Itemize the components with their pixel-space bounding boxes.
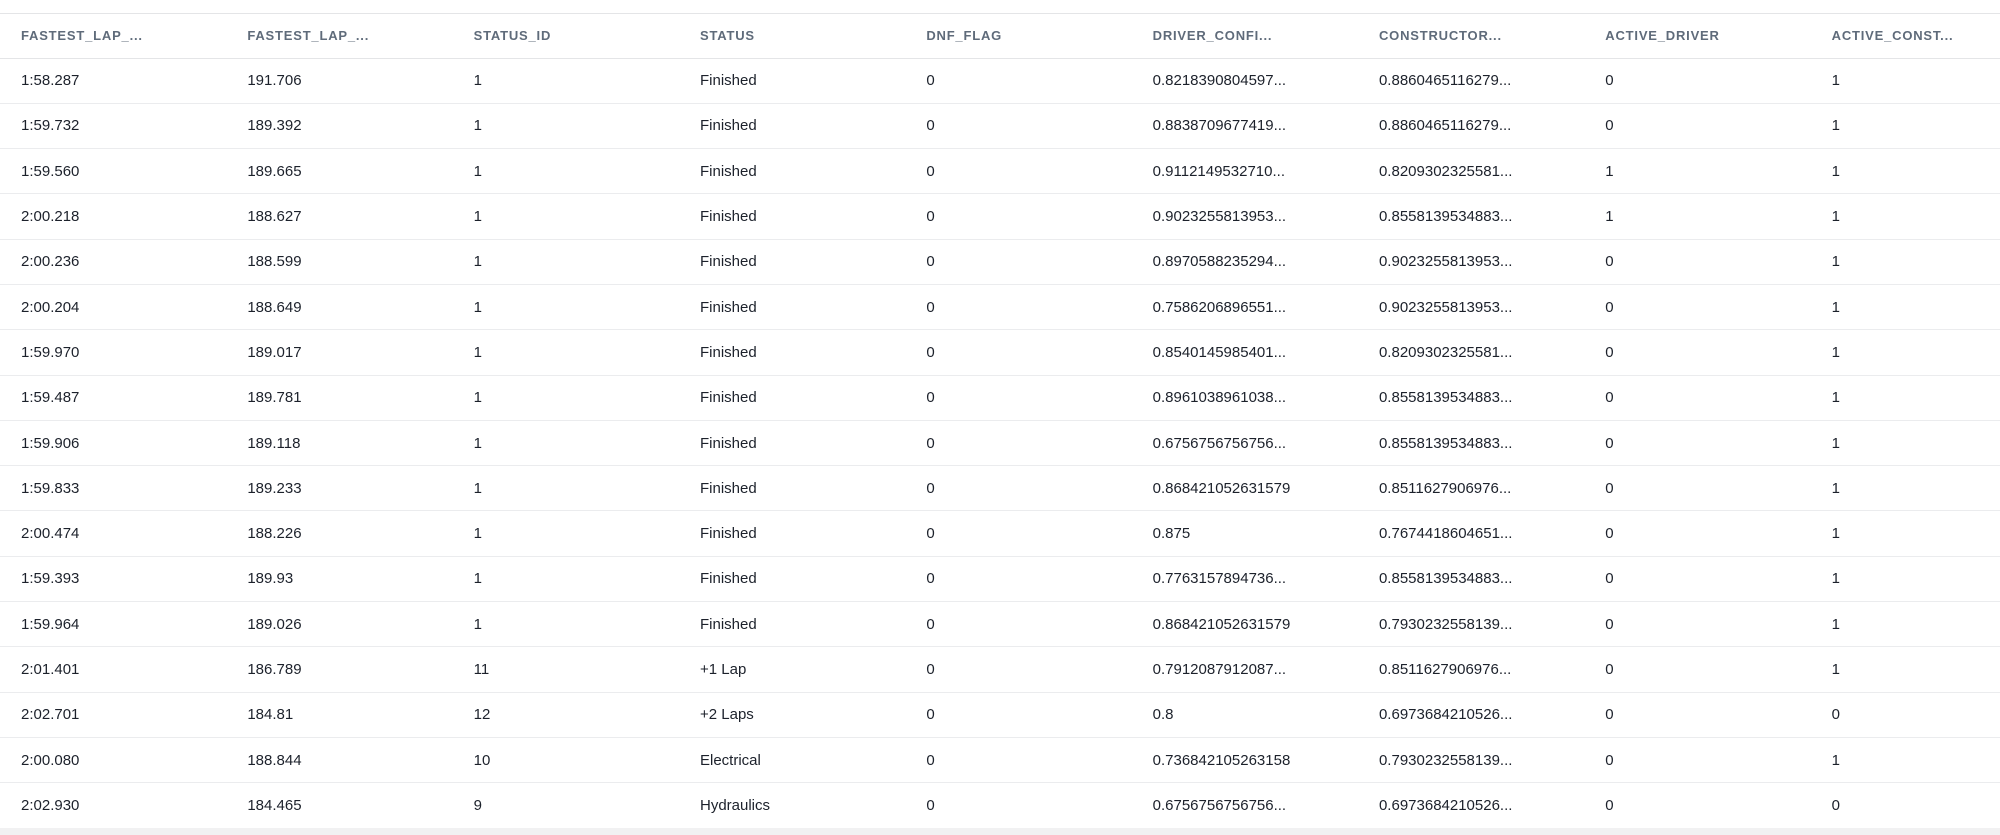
table-cell[interactable]: Hydraulics xyxy=(679,783,905,828)
table-cell[interactable]: 0.8209302325581... xyxy=(1358,149,1584,194)
column-header[interactable]: FASTEST_LAP_... xyxy=(0,14,226,58)
table-cell[interactable]: 0 xyxy=(905,149,1131,194)
horizontal-scrollbar[interactable] xyxy=(0,828,2000,835)
table-cell[interactable]: 0 xyxy=(1584,647,1810,692)
table-row xyxy=(0,783,2000,828)
table-cell[interactable]: 188.844 xyxy=(226,737,452,782)
table-cell[interactable]: 0.736842105263158 xyxy=(1132,737,1358,782)
table-cell[interactable]: 10 xyxy=(453,737,679,782)
table-cell[interactable]: 1:59.970 xyxy=(0,330,226,375)
column-header[interactable]: ACTIVE_CONST... xyxy=(1811,14,2000,58)
table-cell[interactable]: 0 xyxy=(1584,602,1810,647)
table-cell[interactable]: 1 xyxy=(453,420,679,465)
table-cell[interactable]: 0.6973684210526... xyxy=(1358,783,1584,828)
table-row xyxy=(0,466,2000,511)
table-cell[interactable]: 0 xyxy=(1584,58,1810,103)
table-cell[interactable]: 0.868421052631579 xyxy=(1132,466,1358,511)
column-header[interactable]: DRIVER_CONFI... xyxy=(1132,14,1358,58)
table-cell[interactable]: 1 xyxy=(1584,149,1810,194)
table-cell[interactable]: 12 xyxy=(453,692,679,737)
table-cell[interactable]: 0.7586206896551... xyxy=(1132,284,1358,329)
table-cell[interactable]: 0.7763157894736... xyxy=(1132,556,1358,601)
table-cell[interactable]: 0.8511627906976... xyxy=(1358,647,1584,692)
table-cell[interactable]: 0 xyxy=(1584,420,1810,465)
table-cell[interactable]: 0.8540145985401... xyxy=(1132,330,1358,375)
table-cell[interactable]: 0 xyxy=(1584,284,1810,329)
table-row xyxy=(0,284,2000,329)
table-cell[interactable]: 188.627 xyxy=(226,194,452,239)
table-cell[interactable]: 1 xyxy=(453,149,679,194)
table-cell[interactable]: 1 xyxy=(453,511,679,556)
table-row xyxy=(0,420,2000,465)
table-row xyxy=(0,556,2000,601)
table-top-edge xyxy=(0,0,2000,14)
column-header[interactable]: CONSTRUCTOR... xyxy=(1358,14,1584,58)
table-cell[interactable]: 189.665 xyxy=(226,149,452,194)
table-cell[interactable]: 1 xyxy=(1811,375,2000,420)
table-cell[interactable]: 1 xyxy=(1811,330,2000,375)
table-cell[interactable]: +2 Laps xyxy=(679,692,905,737)
column-header[interactable]: STATUS xyxy=(679,14,905,58)
table-cell[interactable]: 0.6756756756756... xyxy=(1132,783,1358,828)
table-cell[interactable]: 0 xyxy=(905,466,1131,511)
table-cell[interactable]: 1 xyxy=(1811,737,2000,782)
table-row xyxy=(0,737,2000,782)
table-cell[interactable]: 0.8511627906976... xyxy=(1358,466,1584,511)
column-header[interactable]: STATUS_ID xyxy=(453,14,679,58)
table-cell[interactable]: 0.8209302325581... xyxy=(1358,330,1584,375)
table-cell[interactable]: 0 xyxy=(905,602,1131,647)
table-cell[interactable]: 1 xyxy=(453,375,679,420)
table-cell[interactable]: 0 xyxy=(1584,737,1810,782)
table-cell[interactable]: 184.81 xyxy=(226,692,452,737)
header-row xyxy=(0,14,2000,58)
table-cell[interactable]: 1:59.906 xyxy=(0,420,226,465)
table-cell[interactable]: 0 xyxy=(905,647,1131,692)
table-cell[interactable]: 1 xyxy=(1811,647,2000,692)
table-cell[interactable]: 0 xyxy=(1584,556,1810,601)
table-row xyxy=(0,330,2000,375)
table-cell[interactable]: 189.026 xyxy=(226,602,452,647)
table-cell[interactable]: 0 xyxy=(905,239,1131,284)
table-cell[interactable]: 0.8558139534883... xyxy=(1358,556,1584,601)
table-cell[interactable]: Finished xyxy=(679,556,905,601)
table-cell[interactable]: 0 xyxy=(1584,783,1810,828)
table-cell[interactable]: 0.8558139534883... xyxy=(1358,375,1584,420)
table-cell[interactable]: 189.017 xyxy=(226,330,452,375)
table-cell[interactable]: 1 xyxy=(1811,602,2000,647)
table-cell[interactable]: 1 xyxy=(453,284,679,329)
table-cell[interactable]: Finished xyxy=(679,103,905,148)
table-cell[interactable]: 1:59.393 xyxy=(0,556,226,601)
table-cell[interactable]: 1:59.732 xyxy=(0,103,226,148)
table-cell[interactable]: 189.118 xyxy=(226,420,452,465)
table-cell[interactable]: 0 xyxy=(905,511,1131,556)
table-cell[interactable]: 186.789 xyxy=(226,647,452,692)
table-cell[interactable]: 0.8860465116279... xyxy=(1358,58,1584,103)
table-row xyxy=(0,692,2000,737)
table-cell[interactable]: 1 xyxy=(1811,466,2000,511)
table-cell[interactable]: Finished xyxy=(679,466,905,511)
table-cell[interactable]: 189.781 xyxy=(226,375,452,420)
table-cell[interactable]: 189.93 xyxy=(226,556,452,601)
table-row xyxy=(0,647,2000,692)
table-cell[interactable]: 0.8558139534883... xyxy=(1358,194,1584,239)
table-cell[interactable]: 0 xyxy=(905,284,1131,329)
column-header[interactable]: DNF_FLAG xyxy=(905,14,1131,58)
table-cell[interactable]: Finished xyxy=(679,284,905,329)
table-cell[interactable]: 1 xyxy=(1811,284,2000,329)
table-cell[interactable]: 0 xyxy=(905,330,1131,375)
table-cell[interactable]: 0 xyxy=(905,58,1131,103)
table-cell[interactable]: 0.7930232558139... xyxy=(1358,602,1584,647)
table-cell[interactable]: 0.7912087912087... xyxy=(1132,647,1358,692)
table-cell[interactable]: 1 xyxy=(453,556,679,601)
table-cell[interactable]: 0.8838709677419... xyxy=(1132,103,1358,148)
table-cell[interactable]: Finished xyxy=(679,511,905,556)
table-cell[interactable]: 1 xyxy=(1811,103,2000,148)
table-cell[interactable]: 1 xyxy=(453,194,679,239)
table-cell[interactable]: 2:00.204 xyxy=(0,284,226,329)
table-header xyxy=(0,14,2000,58)
table-row xyxy=(0,511,2000,556)
table-cell[interactable]: 0.9023255813953... xyxy=(1132,194,1358,239)
table-cell[interactable]: 0.9023255813953... xyxy=(1358,284,1584,329)
table-cell[interactable]: 0 xyxy=(905,556,1131,601)
table-cell[interactable]: 191.706 xyxy=(226,58,452,103)
table-cell[interactable]: 1 xyxy=(453,58,679,103)
table-cell[interactable]: Finished xyxy=(679,602,905,647)
table-cell[interactable]: 1 xyxy=(453,330,679,375)
table-cell[interactable]: 1 xyxy=(453,602,679,647)
table-row xyxy=(0,602,2000,647)
table-row xyxy=(0,103,2000,148)
table-cell[interactable]: 189.392 xyxy=(226,103,452,148)
table-cell[interactable]: 189.233 xyxy=(226,466,452,511)
table-row xyxy=(0,149,2000,194)
table-cell[interactable]: 0 xyxy=(905,375,1131,420)
table-cell[interactable]: 2:01.401 xyxy=(0,647,226,692)
table-cell[interactable]: 0.9023255813953... xyxy=(1358,239,1584,284)
table-cell[interactable]: 2:00.236 xyxy=(0,239,226,284)
table-cell[interactable]: 0 xyxy=(905,737,1131,782)
table-cell[interactable]: 0 xyxy=(1811,783,2000,828)
table-cell[interactable]: 0 xyxy=(905,783,1131,828)
table-cell[interactable]: Finished xyxy=(679,375,905,420)
table-cell[interactable]: 2:02.701 xyxy=(0,692,226,737)
table-cell[interactable]: Finished xyxy=(679,194,905,239)
table-cell[interactable]: Finished xyxy=(679,330,905,375)
table-cell[interactable]: 0.875 xyxy=(1132,511,1358,556)
table-cell[interactable]: 1 xyxy=(1811,239,2000,284)
table-cell[interactable]: 0.8970588235294... xyxy=(1132,239,1358,284)
table-cell[interactable]: 0.8558139534883... xyxy=(1358,420,1584,465)
table-cell[interactable]: 0 xyxy=(905,692,1131,737)
table-cell[interactable]: 1:59.560 xyxy=(0,149,226,194)
table-cell[interactable]: 2:00.474 xyxy=(0,511,226,556)
table-cell[interactable]: 11 xyxy=(453,647,679,692)
table-cell[interactable]: 1 xyxy=(453,239,679,284)
table-cell[interactable]: 2:02.930 xyxy=(0,783,226,828)
table-cell[interactable]: 0.6973684210526... xyxy=(1358,692,1584,737)
table-cell[interactable]: 2:00.218 xyxy=(0,194,226,239)
table-body xyxy=(0,58,2000,828)
table-cell[interactable]: 0 xyxy=(1584,103,1810,148)
table-cell[interactable]: 0.8961038961038... xyxy=(1132,375,1358,420)
table-cell[interactable]: 1 xyxy=(1811,149,2000,194)
table-cell[interactable]: 0.868421052631579 xyxy=(1132,602,1358,647)
table-cell[interactable]: 9 xyxy=(453,783,679,828)
column-header[interactable]: ACTIVE_DRIVER xyxy=(1584,14,1810,58)
table-cell[interactable]: 0 xyxy=(905,420,1131,465)
table-cell[interactable]: 188.599 xyxy=(226,239,452,284)
table-cell[interactable]: 0 xyxy=(905,103,1131,148)
table-cell[interactable]: 1 xyxy=(453,466,679,511)
table-cell[interactable]: 0 xyxy=(1584,466,1810,511)
table-cell[interactable]: 1 xyxy=(1811,194,2000,239)
table-cell[interactable]: 1 xyxy=(1584,194,1810,239)
table-row xyxy=(0,375,2000,420)
data-table xyxy=(0,14,2000,829)
table-cell[interactable]: 0.7930232558139... xyxy=(1358,737,1584,782)
table-cell[interactable]: 0 xyxy=(1584,239,1810,284)
table-cell[interactable]: 1:58.287 xyxy=(0,58,226,103)
table-cell[interactable]: 0.7674418604651... xyxy=(1358,511,1584,556)
table-cell[interactable]: 0 xyxy=(1584,692,1810,737)
table-cell[interactable]: 0 xyxy=(1584,330,1810,375)
table-cell[interactable]: 1 xyxy=(453,103,679,148)
table-cell[interactable]: 1:59.964 xyxy=(0,602,226,647)
table-row xyxy=(0,58,2000,103)
table-cell[interactable]: Electrical xyxy=(679,737,905,782)
table-cell[interactable]: 1 xyxy=(1811,420,2000,465)
table-cell[interactable]: 0 xyxy=(1584,375,1810,420)
table-cell[interactable]: 2:00.080 xyxy=(0,737,226,782)
table-cell[interactable]: Finished xyxy=(679,420,905,465)
table-cell[interactable]: 1 xyxy=(1811,556,2000,601)
table-cell[interactable]: 1:59.487 xyxy=(0,375,226,420)
table-cell[interactable]: 0.8 xyxy=(1132,692,1358,737)
table-cell[interactable]: 188.649 xyxy=(226,284,452,329)
column-header[interactable]: FASTEST_LAP_... xyxy=(226,14,452,58)
table-cell[interactable]: 0.9112149532710... xyxy=(1132,149,1358,194)
table-row xyxy=(0,194,2000,239)
table-cell[interactable]: 0 xyxy=(1811,692,2000,737)
table-cell[interactable]: +1 Lap xyxy=(679,647,905,692)
table-cell[interactable]: 0 xyxy=(905,194,1131,239)
table-row xyxy=(0,239,2000,284)
table-cell[interactable]: 0.6756756756756... xyxy=(1132,420,1358,465)
table-cell[interactable]: 1 xyxy=(1811,511,2000,556)
table-cell[interactable]: 1 xyxy=(1811,58,2000,103)
table-cell[interactable]: 0 xyxy=(1584,511,1810,556)
table-cell[interactable]: Finished xyxy=(679,149,905,194)
table-cell[interactable]: 188.226 xyxy=(226,511,452,556)
table-cell[interactable]: 0.8218390804597... xyxy=(1132,58,1358,103)
table-cell[interactable]: Finished xyxy=(679,58,905,103)
table-cell[interactable]: 0.8860465116279... xyxy=(1358,103,1584,148)
table-cell[interactable]: Finished xyxy=(679,239,905,284)
table-cell[interactable]: 1:59.833 xyxy=(0,466,226,511)
table-cell[interactable]: 184.465 xyxy=(226,783,452,828)
